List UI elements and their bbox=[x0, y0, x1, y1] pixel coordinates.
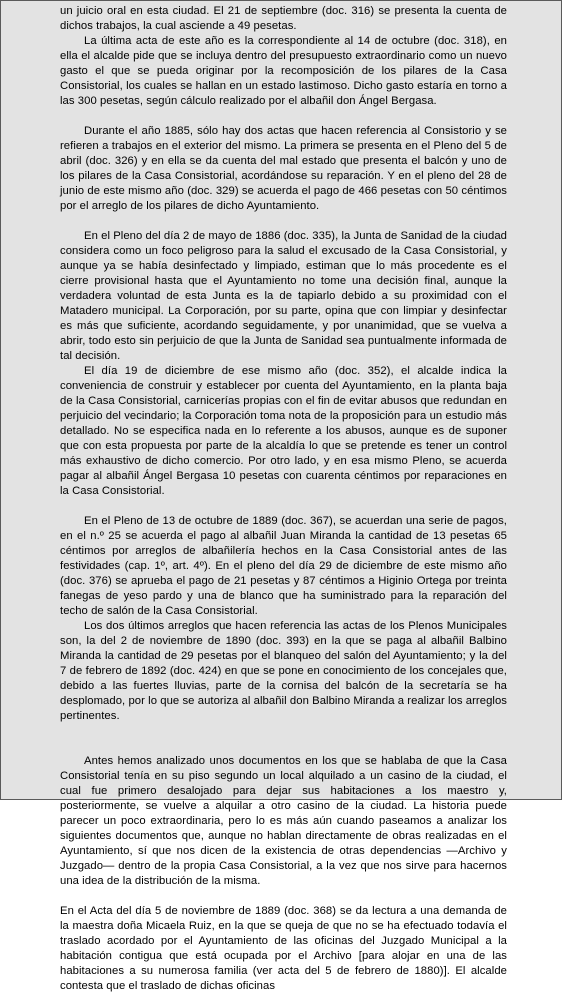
paragraph-8: Antes hemos analizado unos documentos en los que se hablaba de que la Casa Consistorial tenía en su piso segundo un local alquilado a un casino de la ciudad, el cual fue primero desalojado para dejar sus habitaciones a los maestro y, posteriormente, se vuelve a alquilar a otro casino de la ciudad. La historia puede parecer un poco extraordinaria, pero lo es más aún cuando paseamos a analizar los siguientes documentos que, aunque no hablan directamente de obras realizadas en el Ayuntamiento, sí que nos dicen de la existencia de otras dependencias —Archivo y Juzgado— dentro de la propia Casa Consistorial, a la vez que nos sirve para hacernos una idea de la distribución de la misma. bbox=[60, 755, 507, 887]
paragraph-1: un juicio oral en esta ciudad. El 21 de septiembre (doc. 316) se presenta la cuenta de dichos trabajos, la cual asciende a 49 pesetas. bbox=[60, 5, 507, 32]
paragraph-9: En el Acta del día 5 de noviembre de 1889 (doc. 368) se da lectura a una demanda de la maestra doña Micaela Ruiz, en la que se queja de que no se ha efectuado todavía el traslado acordado por el Ayuntamiento de las oficinas del Juzgado Municipal a la habitación contigua que está ocupada por el Archivo [para alojar en una de las habitaciones a su numerosa familia (ver acta del 5 de febrero de 1880)]. El alcalde contesta que el traslado de dichas oficinas bbox=[60, 905, 507, 992]
paragraph-5: El día 19 de diciembre de ese mismo año (doc. 352), el alcalde indica la conveniencia de construir y establecer por cuenta del Ayuntamiento, en la planta baja de la Casa Consistorial, carnicerías propias con el fin de evitar abusos que redundan en perjuicio del vecindario; la Corporación toma nota de la proposición para un estudio más detallado. No se especifica nada en lo referente a los abusos, aunque es de suponer que con esta propuesta por parte de la alcaldía lo que se pretende es tener un control más exhaustivo de dicho comercio. Por otro lado, y en esa mismo Pleno, se acuerda pagar al albañil Ángel Bergasa 10 pesetas con cuarenta céntimos por reparaciones en la Casa Consistorial. bbox=[60, 365, 507, 497]
paragraph-7: Los dos últimos arreglos que hacen referencia las actas de los Plenos Municipales son, la del 2 de noviembre de 1890 (doc. 393) en la que se paga al albañil Balbino Miranda la cantidad de 29 pesetas por el blanqueo del salón del Ayuntamiento; y la del 7 de febrero de 1892 (doc. 424) en que se pone en conocimiento de los concejales que, debido a las fuertes lluvias, parte de la cornisa del balcón de la secretaría se ha desplomado, por lo que se autoriza al albañil don Balbino Miranda a realizar los arreglos pertinentes. bbox=[60, 620, 507, 722]
paragraph-4: En el Pleno del día 2 de mayo de 1886 (doc. 335), la Junta de Sanidad de la ciudad considera como un foco peligroso para la salud el excusado de la Casa Consistorial, y aunque ya se había desinfectado y limpiado, estiman que lo más procedente es el cierre provisional hasta que el Ayuntamiento no tome una decisión final, aunque la verdadera voluntad de esta Junta es la de tapiarlo debido a su proximidad con el Matadero municipal. La Corporación, por su parte, opina que con limpiar y desinfectar es más que suficiente, acordando seguidamente, y por unanimidad, que se vuelva a abrir, todo esto sin perjuicio de que la Junta de Sanidad sea puntualmente informada de tal decisión. bbox=[60, 230, 508, 362]
document-body bbox=[60, 4, 507, 994]
paragraph-3: Durante el año 1885, sólo hay dos actas que hacen referencia al Consistorio y se refieren a trabajos en el exterior del mismo. La primera se presenta en el Pleno del 5 de abril (doc. 326) y en ella se da cuenta del mal estado que presenta el balcón y uno de los pilares de la Casa Consistorial, acordándose su reparación. Y en el pleno del 28 de junio de este mismo año (doc. 329) se acuerda el pago de 466 pesetas con 50 céntimos por el arreglo de los pilares de dicho Ayuntamiento. bbox=[60, 125, 507, 212]
paragraph-6: En el Pleno de 13 de octubre de 1889 (doc. 367), se acuerdan una serie de pagos, en el n.º 25 se acuerda el pago al albañil Juan Miranda la cantidad de 13 pesetas 65 céntimos por arreglos de albañilería hechos en la Casa Consistorial antes de las festividades (cap. 1º, art. 4º). En el pleno del día 29 de diciembre de este mismo año (doc. 376) se aprueba el pago de 21 pesetas y 87 céntimos a Higinio Ortega por treinta fanegas de yeso pardo y una de blanco que ha suministrado para la reparación del techo de salón de la Casa Consistorial. bbox=[60, 515, 507, 617]
paragraph-2: La última acta de este año es la correspondiente al 14 de octubre (doc. 318), en ella el alcalde pide que se incluya dentro del presupuesto extraordinario como un nuevo gasto el que se pueda originar por la recomposición de los pilares de la Casa Consistorial, los cuales se hallan en un estado lastimoso. Dicho gasto estaría en torno a las 300 pesetas, según cálculo realizado por el albañil don Ángel Bergasa. bbox=[60, 35, 507, 107]
